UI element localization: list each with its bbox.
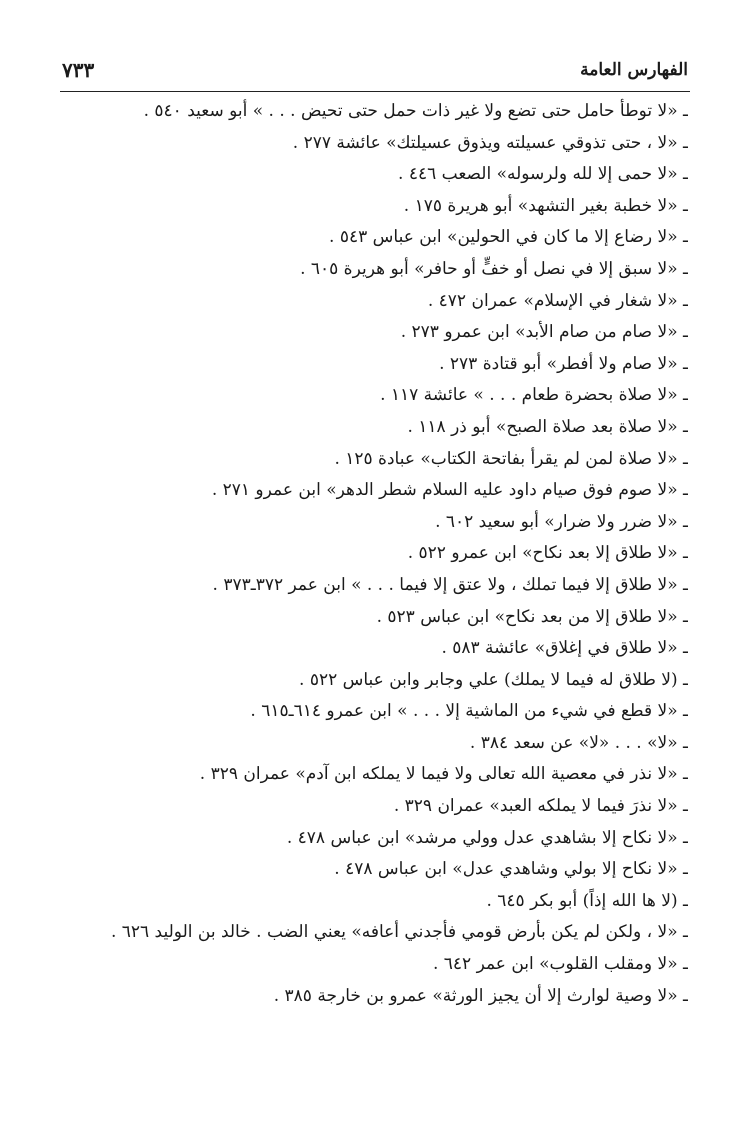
index-entry: ـ «لا نكاح إلا بولي وشاهدي عدل» ابن عباس ٤٧٨ .: [334, 859, 688, 880]
index-entry: ـ «لا رضاع إلا ما كان في الحولين» ابن عباس ٥٤٣ .: [329, 227, 688, 248]
index-entry: ـ «لا صوم فوق صيام داود عليه السلام شطر الدهر» ابن عمرو ٢٧١ .: [211, 480, 688, 501]
index-entry: ـ «لا سبق إلا في نصل أو خفٍّ أو حافر» أبو هريرة ٦٠٥ .: [300, 258, 688, 279]
index-entry: ـ «لا ضرر ولا ضرار» أبو سعيد ٦٠٢ .: [435, 511, 688, 532]
index-entry: ـ «لا توطأ حامل حتى تضع ولا غير ذات حمل حتى تحيض . . . » أبو سعيد ٥٤٠ .: [143, 101, 688, 121]
index-entry: ـ «لا ، ولكن لم يكن بأرض قومي فأجدني أعافه» يعني الضب . خالد بن الوليد ٦٢٦ .: [110, 922, 688, 943]
index-entry: ـ «لا ، حتى تذوقي عسيلته ويذوق عسيلتك» عائشة ٢٧٧ .: [292, 132, 688, 153]
index-entry: ـ «لا صلاة لمن لم يقرأ بفاتحة الكتاب» عبادة ١٢٥ .: [334, 448, 688, 469]
running-title: الفهارس العامة: [580, 60, 688, 80]
index-entry: ـ «لا نكاح إلا بشاهدي عدل وولي مرشد» ابن عباس ٤٧٨ .: [286, 827, 688, 848]
index-entry: ـ «لا ومقلب القلوب» ابن عمر ٦٤٢ .: [432, 954, 688, 975]
page-number: ٧٣٣: [62, 58, 95, 82]
index-entry: ـ «لا طلاق في إغلاق» عائشة ٥٨٣ .: [441, 638, 688, 659]
index-entry: ـ «لا طلاق إلا من بعد نكاح» ابن عباس ٥٢٣ .: [376, 606, 688, 627]
index-entry: ـ «لا صلاة بعد صلاة الصبح» أبو ذر ١١٨ .: [407, 416, 688, 437]
index-entry: ـ «لا طلاق إلا فيما تملك ، ولا عتق إلا فيما . . . » ابن عمر ٣٧٢ـ٣٧٣ .: [212, 574, 688, 595]
index-entry: ـ «لا نذرَ فيما لا يملكه العبد» عمران ٣٢٩ .: [393, 796, 688, 817]
index-entry: ـ «لا صلاة بحضرة طعام . . . » عائشة ١١٧ .: [380, 385, 688, 406]
index-entry: ـ «لا وصية لوارث إلا أن يجيز الورثة» عمرو بن خارجة ٣٨٥ .: [273, 985, 688, 1006]
index-entry: ـ (لا ها الله إذاً) أبو بكر ٦٤٥ .: [486, 890, 688, 911]
index-entry: ـ «لا قطع في شيء من الماشية إلا . . . » ابن عمرو ٦١٤ـ٦١٥ .: [250, 701, 688, 722]
hadith-index-list: [88, 96, 688, 1012]
index-entry: ـ «لا صام ولا أفطر» أبو قتادة ٢٧٣ .: [439, 353, 688, 374]
index-entry: ـ «لا طلاق إلا بعد نكاح» ابن عمرو ٥٢٢ .: [407, 543, 688, 564]
index-entry: ـ (لا طلاق له فيما لا يملك) علي وجابر وابن عباس ٥٢٢ .: [299, 669, 688, 690]
index-entry: ـ «لا صام من صام الأبد» ابن عمرو ٢٧٣ .: [400, 322, 688, 343]
index-entry: ـ «لا نذر في معصية الله تعالى ولا فيما لا يملكه ابن آدم» عمران ٣٢٩ .: [199, 764, 688, 785]
index-entry: ـ «لا حمى إلا لله ولرسوله» الصعب ٤٤٦ .: [398, 164, 688, 185]
index-entry: ـ «لا خطبة بغير التشهد» أبو هريرة ١٧٥ .: [403, 195, 688, 216]
index-entry: ـ «لا» . . . «لا» عن سعد ٣٨٤ .: [469, 732, 688, 753]
page-header: [62, 58, 688, 88]
header-divider: [60, 91, 690, 92]
index-entry: ـ «لا شغار في الإسلام» عمران ٤٧٢ .: [427, 290, 688, 311]
